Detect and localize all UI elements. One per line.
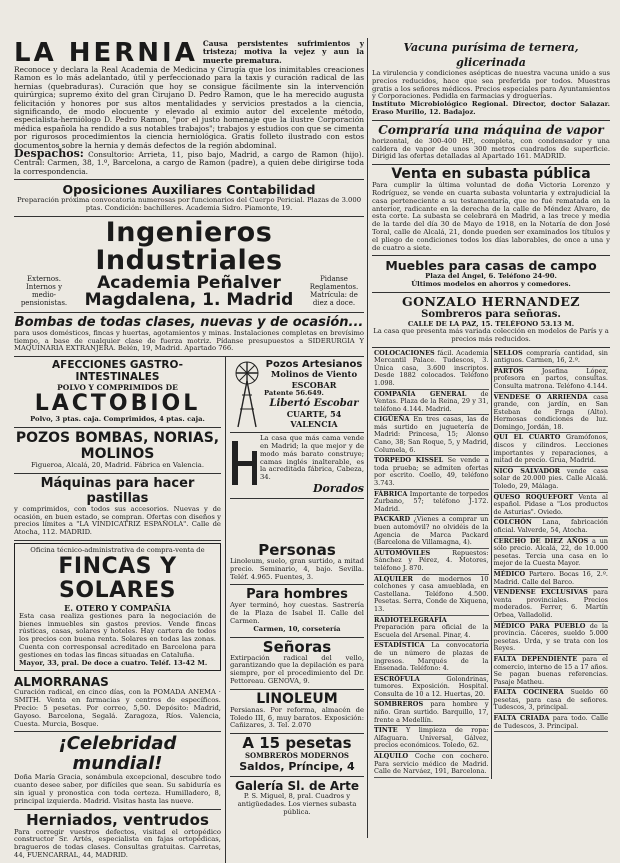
classified-key: FÁBRICA [374, 489, 408, 498]
classified-key: FALTA CRIADA [493, 714, 550, 723]
classified-item [494, 588, 609, 621]
celebridad-title: ¡Celebridad mundial! [58, 733, 177, 775]
classified-key: QUI EL CUARTO [493, 433, 561, 442]
classified-key: FALTA DEPENDIENTE [493, 654, 578, 663]
classified-item [374, 456, 489, 489]
fincas-title: FINCAS Y SOLARES [58, 553, 177, 603]
vacuna-title: Vacuna purísima de ternera, glicerinada [403, 41, 579, 69]
maquinas-title: Máquinas para hacer pastillas [40, 475, 195, 506]
pozos-art-brand: Libertó Escobar [269, 398, 359, 410]
classified-key: PARTOS [493, 366, 524, 375]
hombres-title: Para hombres [246, 587, 348, 603]
hernia-lead: Causa persistentes sufrimientos y tristeza; motiva la vejez y aun la muerte prematura. [202, 39, 364, 65]
oposiciones-title: Oposiciones Auxiliares Contabilidad [62, 182, 316, 198]
herniados-title: Herniados, ventrudos [26, 810, 209, 829]
subasta-title: Venta en subasta pública [391, 166, 591, 183]
almorranas-body: Curación radical, en cinco días, con la POMADA ANEMA · SMITH. Venta en farmacias y centros de específicos. Precio: 5 pesetas. Por correo, 5,50. Depósito: Madrid, Gayoso. Barcelona, Segalá. Zaragoza, Ríos. Valencia, Cuesta. Murcia, Bosque. [14, 688, 221, 728]
pozos-title: POZOS BOMBAS, NORIAS, MOLINOS [15, 430, 220, 463]
classified-key: TORPEDO KISSEL [374, 456, 444, 465]
sombreros-15-ad [230, 734, 364, 777]
vacuna-footer: Instituto Microbiológico Regional. Director, doctor Salazar. Eraso Murillo, 12. Badajoz. [372, 100, 610, 116]
pozos-art-city: VALENCIA [290, 419, 338, 430]
personas-ad [230, 541, 364, 585]
ingenieros-left: Externos. Internos y medio-pensionistas. [20, 275, 68, 307]
classified-key: MÉDICO PARA PUEBLO [493, 621, 586, 630]
classified-item [374, 549, 489, 575]
pozos-art-patent: Patente 56.649. [263, 389, 324, 398]
classified-item [494, 493, 609, 519]
senoras-body: Extirpación radical del vello, garantizando que la depilación es para siempre, por el procedimiento del Dr. Pettoreau. GENOVA, 9. [229, 653, 364, 686]
classified-item [374, 490, 489, 516]
classified-item [374, 641, 489, 674]
classified-key: RADIOTELEGRAFÍA [374, 615, 447, 624]
classified-text: Gramófonos, discos y cilindros. Lecciones importantes y reparaciones, a mitad de precio. Grua, Madrid. [493, 433, 608, 465]
classified-text: Josefina López, profesora en partos, consultas. Consulta matrona. Teléfono 4.144. [493, 366, 608, 390]
bombas-body: para usos domésticos, fincas y huertas, agotamientos y minas. Instalaciones completas en brevísimo tiempo, a base de cualquier clase de fuerza motriz. Pídanse presupuestos a SIDERURGIA Y MAQUINARIA EXTRANJERA. Belén, 19, Madrid. Apartado 766. [14, 328, 364, 353]
classified-item [494, 518, 609, 536]
classified-text: Sueldo 60 pesetas, para casa de señores. Tudescos, 3, principal. [493, 688, 608, 712]
bed-icon [230, 435, 260, 491]
classified-text: La convocatoria de un número de plazas de ingresos. Marqués de la Ensenada. Teléfono: 4. [374, 641, 489, 673]
senoras-ad [230, 638, 364, 690]
classified-key: FALTA COCINERA [493, 688, 564, 697]
lower-grid-right [226, 541, 364, 863]
classified-text: para todo. Calle de Tudescos, 3. Principal. [493, 714, 608, 730]
classified-text: Golondrinas, tumores. Exposición. Hospital. Consulta de 10 a 12. Huertas, 20. [374, 674, 489, 698]
classified-key: MÉDICO [493, 569, 526, 578]
classified-item [494, 467, 609, 493]
despachos-text: Consultorio: Arrieta, 11, piso bajo, Madrid, a cargo de Ramon (hijo). Central: Carmen, 38, 1.º, Barcelona, a cargo de Ramon (padre), a quien debe dirigirse toda la correspondencia. [14, 150, 364, 176]
classified-text: vende casa solar de 20.000 pies. Calle Alcalá. Toledo, 29, Málaga. [493, 466, 608, 491]
classified-text: En tres casas, las de más surtido en juguetería de Madrid: Princesa, 15; Alonso Cano, 38; San Roque, 5, y Madrid, Columela, 6. [374, 415, 489, 454]
classified-item [494, 688, 609, 714]
classified-key: NICO SALVADOR [493, 466, 561, 475]
classified-item [494, 622, 609, 655]
classified-key: VENDENSE EXCLUSIVAS [493, 588, 588, 597]
classified-item [494, 570, 609, 588]
linoleum-ad [230, 690, 364, 734]
afecciones-title: AFECCIONES GASTRO-INTESTINALES [52, 359, 183, 384]
right-column [372, 38, 610, 779]
muebles-ad [372, 256, 610, 293]
hombres-ad [230, 585, 364, 637]
maquinas-body: y comprimidos, con todos sus accesorios. Nuevas y de ocasión, en buen estado, se compran. Ofertas con diseños y precios límites a "LA VINDICATRIZ ESPAÑOLA". Calle de Atocha, 112. MADRID. [14, 504, 221, 537]
classified-item [374, 726, 489, 752]
classified-text: Se vende a toda prueba; se admiten ofertas por escrito. Coello, 49, teléfono 3.743. [374, 456, 489, 488]
linoleum-body: Persianas. Por reforma, almacén de Toledo III, 6, muy baratos. Exposición: Cañizares, 3. Tel. 2.070 [229, 705, 364, 730]
camas-brand: Dorados [312, 482, 364, 496]
hernia-ad [14, 38, 364, 180]
despachos-label: Despachos: [14, 147, 84, 161]
newspaper-page [14, 38, 610, 859]
sombreros-15-title: A 15 pesetas [242, 734, 352, 753]
classified-text: compraría cantidad, sin antiguos. Carmen, 16, 2.º. [493, 348, 608, 365]
gonzalo-body: La casa que presenta más variada colección en modelos de París y a precios más reducidos. [373, 326, 609, 343]
classifieds-right [491, 348, 611, 779]
gonzalo-ad [372, 293, 610, 347]
classified-text: Importante de torpedos Zurbano, 57; teléfono J-172. Madrid. [374, 489, 489, 513]
sombreros-15-sub: SOMBREROS MODERNOS [244, 751, 349, 761]
classified-item [374, 390, 489, 416]
classified-text: de modernos 10 colchones y casa amueblada, en Castellana. Teléfono 4.500. Pesetas. Serra, Conde de Xiquena, 13. [374, 574, 489, 613]
classified-text: de Ventas. Plaza de la Reina, 29 y 31, teléfono 4.144. Madrid. [374, 389, 489, 413]
classified-item [374, 675, 489, 701]
celebridad-ad [14, 732, 221, 809]
classified-text: fácil. Academia Mercantil Palace. Tudescos, 3. Única casa, 3.600 inscriptos. Desde 1882 colocados. Teléfono 1.098. [374, 348, 489, 387]
classified-item [374, 349, 489, 390]
gonzalo-name: GONZALO HERNANDEZ [401, 293, 581, 309]
classified-text: Partero. Bocas 16, 2.º. Madrid. Calle del Barco. [493, 569, 608, 586]
classified-text: de la provincia. Cáceres, sueldo 5.000 pesetas. Urda, y se trata con los Reyes. [493, 621, 608, 653]
pozos-ad [14, 428, 221, 474]
muebles-body: Últimos modelos en ahorros y comedores. [411, 280, 571, 289]
maquina-vapor-ad [372, 121, 610, 165]
classified-key: SELLOS [493, 348, 523, 357]
almorranas-ad [14, 673, 221, 732]
classified-item [374, 700, 489, 726]
classified-item [494, 714, 609, 732]
pozos-art-addr: CUARTE, 54 [286, 409, 342, 420]
bombas-title: Bombas de todas clases, nuevas y de ocasión... [14, 314, 364, 330]
fincas-company: E. OTERO Y COMPAÑIA [64, 602, 171, 613]
classified-item [494, 367, 609, 393]
lactobiol-brand: LACTOBIOL [34, 391, 201, 417]
muebles-title: Muebles para casas de campo [385, 258, 597, 274]
celebridad-body: Doña María Gracia, sonámbula excepcional, descubre todo cuanto desee saber, por difíciles que sean. Su sabiduría es sin igual y pronostica con toda certeza. Humilladero, 8, principal izquierda. Madrid. Visitas hasta las nueve. [14, 773, 221, 805]
linoleum-title: LINOLEUM [256, 690, 338, 707]
pozos-art-title: Pozos Artesianos [265, 359, 363, 371]
bombas-ad [14, 313, 364, 357]
maquinas-ad [14, 474, 221, 541]
classified-text: Venta al español. Pidase a "Los productos de Asturias". Oviedo. [493, 492, 608, 516]
oposiciones-ad [14, 180, 364, 217]
ingenieros-right: Pidanse Reglamentos. Matrícula: de diez a doce. [309, 275, 359, 307]
classified-key: VENDESE O ARRIENDA [493, 392, 588, 401]
lower-grid-left [14, 541, 226, 863]
ingenieros-ad [14, 217, 364, 313]
left-column [14, 38, 364, 863]
camas-ad [230, 433, 364, 499]
classified-item [374, 575, 489, 616]
classified-text: a un sólo precio. Alcalá, 22, de 10.000 pesetas. Tercia una casa en lo mejor de la Cuesta Mayor. [493, 536, 608, 568]
senoras-title: Señoras [262, 637, 332, 656]
camas-text: La casa que más cama vende en Madrid; la que mejor y de modo más barato construye; camas inglés inalterable, es la acreditada fábrica, Cabeza, 34. [259, 434, 364, 482]
classifieds-left [372, 348, 491, 779]
ingenieros-address: Magdalena, 1. Madrid [84, 289, 294, 310]
fincas-head: Oficina técnico-administrativa de compra-venta de [30, 546, 205, 555]
classified-key: ESTADÍSTICA [374, 641, 425, 650]
subasta-body: Para cumplir la última voluntad de doña Victoria Lorenzo y Rodríguez, se vende en cuarta subasta voluntaria y extrajudicial la casa perteneciente a su testamentaría, que no fué rematada en la anterior, radicante en la derecha de la calle de Méndez Álvaro, de esta corte. La subasta se celebrará en Madrid, a las trece y media de la tarde del día 30 de Mayo de 1918, en la Notaría de don José Toral, calle de Alcalá, 21, donde pueden ser examinados los títulos y el pliego de condiciones todos los días laborables, de once a una y de cuatro a siete. [372, 181, 610, 252]
muebles-sub: Plaza del Ángel, 6. Teléfono 24-90. [425, 272, 557, 281]
afecciones-ad [14, 357, 221, 428]
classified-text: Coche con cochero. Para servicio médico de Madrid. Calle de Narváez, 191, Barcelona. [374, 752, 489, 776]
classified-key: AUTOMÓVILES [374, 548, 431, 557]
classified-item [374, 752, 489, 778]
classified-item [494, 433, 609, 466]
pozos-art-name: ESCOBAR [291, 380, 337, 391]
personas-body: Linoleum, suelo, gran surtido, a mitad precio. Seminario, 4, bajo. Sevilla. Teléf. 4.965. Fuentes, 3. [229, 557, 364, 581]
classified-text: Lana, fabricación oficial. Valverde, 54, Atocha. [493, 518, 608, 534]
pozos-body: Figueroa, Alcalá, 20, Madrid. Fábrica en Valencia. [30, 461, 204, 470]
classified-key: COLOCACIONES [374, 348, 435, 357]
hernia-title: LA HERNIA [14, 38, 198, 68]
windmill-icon [230, 359, 264, 429]
ingenieros-academy: Academia Peñalver [97, 272, 281, 293]
classified-text: para hombre y niño. Gran surtido. Barquillo, 17, frente a Medellín. [374, 700, 489, 724]
classified-text: Repuestos: Sánchez y Pérez, 4. Motores, teléfono J. 870. [374, 548, 489, 572]
classified-text: ¿Vienes a comprar un buen automóvil? no olvidéis de la Agencia de Marca Packard (Barcelona de Villamagna, 4). [374, 515, 489, 547]
mid-grid [14, 357, 364, 541]
classified-key: ESCRÓFULA [374, 674, 420, 683]
classified-key: CERCHO DE DIEZ AÑOS [493, 536, 589, 545]
oposiciones-body: Preparación próxima convocatoria numerosas por funcionarios del Cuerpo Pericial. Plazas de 3.000 ptas. Condición: bachilleres. Academia Sidro. Piamonte, 19. [16, 196, 362, 213]
herniados-ad [14, 810, 221, 863]
lower-grid [14, 541, 364, 863]
classified-item [494, 393, 609, 434]
galeria-title: Galería Sl. de Arte [234, 779, 359, 794]
classified-key: COMPAÑÍA GENERAL [374, 389, 467, 398]
classified-text: casa grande, con jardín, en San Esteban de Fraga (Alto). Hermosas condiciones de luz. Domingo, Jordán, 18. [493, 392, 608, 431]
afecciones-price: Polvo, 3 ptas. caja. Comprimidos, 4 ptas. caja. [30, 415, 205, 424]
vacuna-body: La virulencia y condiciones asépticas de nuestra vacuna unido a sus precios reducidos, hace que sea preferida por todos. Muestras gratis a los señores médicos. Precios especiales para Ayuntamientos y Corporaciones. Pedidla en farmacias y droguerías. [372, 69, 610, 101]
classified-item [374, 415, 489, 456]
classified-text: para el comercio, interno de 15 a 17 años. Se pagan buenas referencias. Pasaje Matheu. [493, 654, 608, 686]
mid-grid-left [14, 357, 226, 541]
gonzalo-sub: Sombreros para señoras. [421, 308, 561, 320]
fincas-body: Esta casa realiza gestiones para la negociación de bienes inmuebles sin gastos previos. Vende fincas rústicas, casas, solares y hoteles. Hay cartera de todos los precios con buena renta. Solares en todas las zonas. Cuenta con corresponsal acreditado en Barcelona para gestiones en todas las fincas situadas en Cataluña. [19, 611, 216, 659]
mid-grid-right [226, 357, 364, 541]
classified-item [374, 616, 489, 642]
classified-text: para venta provinciales. Precios moderados. Ferrer, 6. Martín Orbea, Valladolid. [493, 588, 608, 619]
vacuna-ad [372, 38, 610, 121]
herniados-body: Para corregir vuestros defectos, visitad el ortopédico constructor Sr. Artés, especialista en fajas ortopédicas, bragueros de todas clases. Consultas gratuitas. Carretas, 44, FUENCARRAL, 44, MADRID. [14, 827, 221, 859]
classified-item [494, 349, 609, 367]
column-divider [367, 38, 368, 838]
pozos-art-sub: Molinos de Viento [270, 370, 358, 381]
classified-key: ALQUILO [374, 752, 409, 761]
pozos-artesianos-ad [230, 357, 364, 433]
classified-key: SOMBREROS [374, 700, 424, 709]
almorranas-title: ALMORRANAS [14, 675, 109, 690]
classifieds [372, 347, 610, 779]
classified-key: ALQUILER [374, 574, 413, 583]
maquina-vapor-body: horizontal, de 300-400 HP., completa, con condensador y una caldera de vapor de unos 300 metros cuadrados de superficie. Dirigid las ofertas detalladas al Apartado 161. MADRID. [372, 136, 610, 161]
classified-item [494, 655, 609, 688]
hernia-body: Reconoce y declara la Real Academia de Medicina y Cirugía que los inimitables creaciones Ramon es lo más adelantado, útil y perfeccionado para la taxis y curación radical de las hernias (quebraduras). Curación que hoy se consigue fácilmente sin la intervención quirúrgica; supremo éxito del gran Cirujano D. Pedro Ramon, que le ha merecido augusta felicitación y honores por sus altos mentalidades y servicios prestados a la ciencia, significando, de modo elocuente y elevado al eximio autor del excelente método, especialista-herniólogo D. Pedro Ramon, "por el justo homenaje que la ilustre Corporación médica española ha rendido a sus notables trabajos"; trabajos y estudios con que se cimenta por rigurosos procedimientos la ciencia herniológica. Gratis folleto ilustrado con estos documentos sobre la hernia y demás defectos de la región abdominal. [14, 65, 364, 150]
classified-item [494, 537, 609, 570]
fincas-ad [14, 543, 221, 671]
personas-title: Personas [258, 541, 336, 560]
hombres-body: Ayer terminó, hoy cuestas. Sastrería de la Plaza de Isabel II. Calle del Carmen. [229, 601, 364, 626]
classified-key: TINTE [374, 726, 398, 735]
gonzalo-addr: CALLE DE LA PAZ, 15. TELÉFONO 53.13 M. [407, 319, 575, 328]
galeria-body: P. S. Miguel, 8, pral. Cuadros y antigüedades. Los viernes subasta pública. [237, 792, 357, 816]
classified-key: QUESO ROQUEFORT [493, 492, 574, 501]
afecciones-sub: POLVO Y COMPRIMIDOS DE [57, 383, 178, 393]
galeria-ad [230, 777, 364, 819]
classified-key: PACKARD [374, 515, 411, 524]
sombreros-15-footer: Saldos, Príncipe, 4 [239, 760, 355, 774]
ingenieros-title: Ingenieros Industriales [95, 216, 283, 276]
classified-text: Y limpieza de ropa: Alfaguara. Universal, Gálvez, precios económicos. Toledo, 62. [374, 726, 489, 750]
classified-text: Preparación para oficial de la Escuela del Arsenal. Pinar, 4. [374, 623, 489, 639]
subasta-ad [372, 165, 610, 256]
hombres-footer: Carmen, 10, corsetería [253, 624, 341, 633]
maquina-vapor-title: Compraría una máquina de vapor [378, 122, 604, 137]
fincas-footer: Mayor, 33, pral. De doce a cuatro. Teléf. 13-42 M. [19, 658, 208, 667]
classified-key: CIGÜEÑA [374, 415, 410, 424]
classified-item [374, 515, 489, 548]
classified-key: COLCHÓN [493, 518, 532, 527]
